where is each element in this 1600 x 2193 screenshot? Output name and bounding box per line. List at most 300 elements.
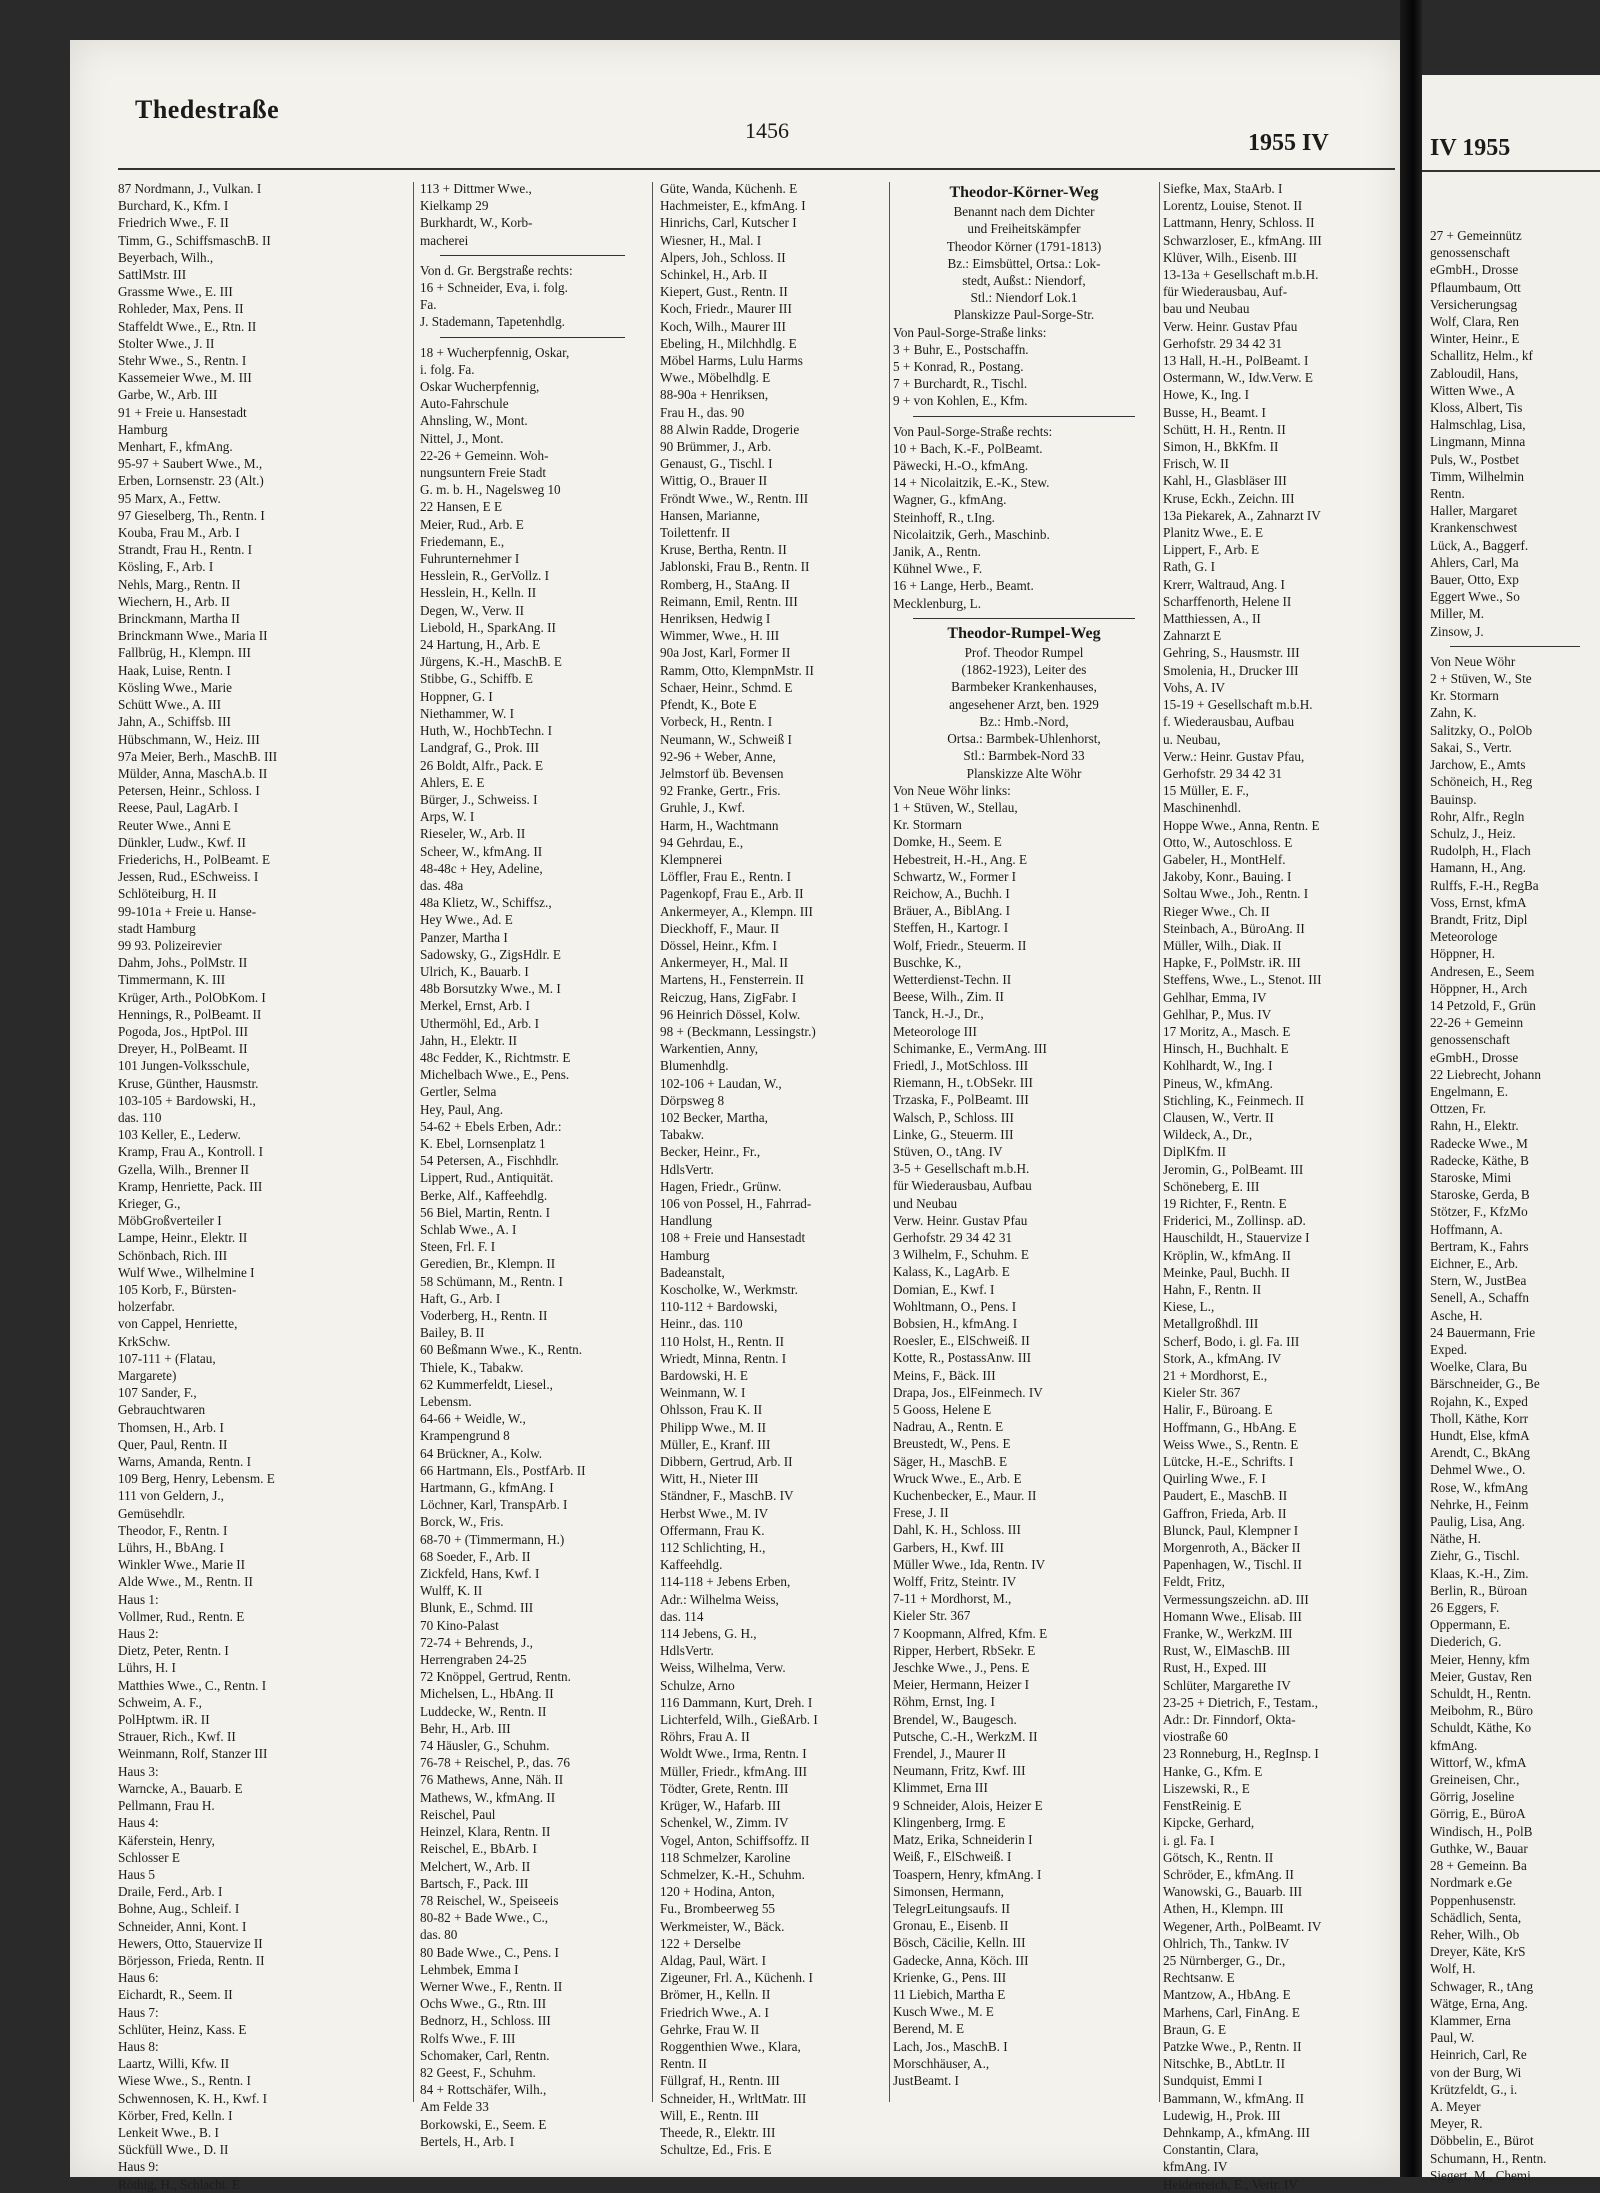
resident-entry: Winkler Wwe., Marie II [118,1557,246,1573]
resident-entry: Brandt, Fritz, Dipl [1430,911,1528,927]
resident-entry: Hamann, H., Ang. [1430,860,1526,876]
resident-entry: 103 Keller, E., Lederw. [118,1127,241,1143]
resident-entry: Toilettenfr. II [660,525,731,541]
resident-entry: Sundquist, Emmi I [1163,2073,1263,2089]
resident-entry: Zahn, K. [1430,705,1477,721]
resident-entry: Beyerbach, Wilh., [118,249,214,265]
resident-entry: Guthke, W., Bauar [1430,1840,1528,1856]
resident-entry: Verw. Heinr. Gustav Pfau [893,1212,1028,1228]
resident-entry: Maschinenhdl. [1163,800,1242,816]
resident-entry: Paul, W. [1430,2030,1475,2046]
resident-entry: Rojahn, K., Exped [1430,1393,1528,1409]
resident-entry: PolHptwm. iR. II [118,1712,210,1728]
resident-entry: 90 Brümmer, J., Arb. [660,439,772,455]
resident-entry: Schallitz, Helm., kf [1430,348,1533,364]
resident-entry: MöbGroßverteiler I [118,1213,222,1229]
resident-entry: Verw. Heinr. Gustav Pfau [1163,318,1298,334]
resident-entry: Rentn. II [660,2056,707,2072]
resident-entry: 97a Meier, Berh., MaschB. III [118,748,278,764]
resident-entry: Schumann, H., Rentn. [1430,2150,1547,2166]
resident-entry: JustBeamt. I [893,2072,959,2088]
resident-entry: Schönbach, Rich. III [118,1247,228,1263]
resident-entry: Zickfeld, Hans, Kwf. I [420,1566,540,1582]
resident-entry: Friederichs, H., PolBeamt. E [118,851,270,867]
resident-entry: Dreyer, Käte, KrS [1430,1944,1526,1960]
resident-entry: Löffler, Frau E., Rentn. I [660,869,792,885]
resident-entry: Staffeldt Wwe., E., Rtn. II [118,318,257,334]
resident-entry: Friedemann, E., [420,533,505,549]
resident-entry: Domian, E., Kwf. I [893,1281,995,1297]
resident-entry: Pflaumbaum, Ott [1430,279,1521,295]
resident-entry: Kouba, Frau M., Arb. I [118,525,240,541]
resident-entry: Von Paul-Sorge-Straße links: [893,324,1047,340]
street-description: Ortsa.: Barmbek-Uhlenhorst, [947,731,1101,747]
resident-entry: von der Burg, Wi [1430,2064,1522,2080]
resident-entry: 62 Kummerfeldt, Liesel., [420,1376,553,1392]
resident-entry: 24 Bauermann, Frie [1430,1324,1536,1340]
resident-entry: Schinkel, H., Arb. II [660,267,768,283]
resident-entry: Warncke, A., Bauarb. E [118,1780,243,1796]
resident-entry: Wolff, Fritz, Steintr. IV [893,1574,1017,1590]
resident-entry: Staroske, Gerda, B [1430,1187,1530,1203]
resident-entry: für Wiederausbau, Auf- [1163,284,1288,300]
resident-entry: Steffens, Wwe., L., Stenot. III [1163,972,1322,988]
resident-entry: Oskar Wucherpfennig, [420,379,540,395]
resident-entry: Jahn, H., Elektr. II [420,1032,518,1048]
resident-entry: Kröplin, W., kfmAng. II [1163,1247,1291,1263]
resident-entry: Matthiessen, A., II [1163,611,1261,627]
resident-entry: Herrengraben 24-25 [420,1652,527,1668]
resident-entry: 114-118 + Jebens Erben, [660,1574,791,1590]
column-divider [1159,182,1160,2102]
resident-entry: Harm, H., Wachtmann [660,817,779,833]
resident-entry: 110-112 + Bardowski, [660,1299,778,1315]
resident-entry: Hesslein, R., GerVollz. I [420,568,550,584]
resident-entry: 109 Berg, Henry, Lebensm. E [118,1471,275,1487]
resident-entry: Frau H., das. 90 [660,404,745,420]
resident-entry: 16 + Schneider, Eva, i. folg. [420,280,568,296]
resident-entry: Nehls, Marg., Rentn. II [118,576,241,592]
resident-entry: Kramp, Henriette, Pack. III [118,1178,263,1194]
resident-entry: Hewers, Otto, Stauervize II [118,1935,263,1951]
resident-entry: Ramm, Otto, KlempnMstr. II [660,662,814,678]
resident-entry: Kruse, Günther, Hausmstr. [118,1075,259,1091]
next-page-column [1430,227,1600,2183]
street-title: Thedestraße [135,95,280,124]
resident-entry: Schneider, Anni, Kont. I [118,1918,247,1934]
resident-entry: Riemann, H., t.ObSekr. III [893,1075,1033,1091]
resident-entry: Wittig, O., Brauer II [660,473,768,489]
resident-entry: Nicolaitzik, Gerh., Maschinb. [893,526,1050,542]
resident-entry: Hamburg [118,421,168,437]
resident-entry: Tanck, H.-J., Dr., [893,1006,984,1022]
resident-entry: Eggert Wwe., So [1430,589,1520,605]
resident-entry: Kaffeehdlg. [660,1557,723,1573]
street-description: und Freiheitskämpfer [967,221,1081,237]
resident-entry: Clausen, W., Vertr. II [1163,1109,1274,1125]
resident-entry: Gruhle, J., Kwf. [660,800,745,816]
column-2 [420,180,645,2149]
resident-entry: Adr.: Dr. Finndorf, Okta- [1163,1712,1296,1728]
resident-entry: Wimmer, Wwe., H. III [660,628,780,644]
resident-entry: 74 Häusler, G., Schuhm. [420,1738,550,1754]
resident-entry: 76-78 + Reischel, P., das. 76 [420,1755,570,1771]
column-divider [889,182,890,2102]
resident-entry: Päwecki, H.-O., kfmAng. [893,458,1029,474]
resident-entry: 9 + von Kohlen, E., Kfm. [893,393,1028,409]
resident-entry: Haus 1: [118,1591,159,1607]
resident-entry: Berend, M. E [893,2021,965,2037]
resident-entry: Lenkeit Wwe., B. I [118,2124,219,2140]
resident-entry: 97 Gieselberg, Th., Rentn. I [118,507,265,523]
resident-entry: Mecklenburg, L. [893,595,982,611]
resident-entry: Quirling Wwe., F. I [1163,1471,1266,1487]
resident-entry: Möbel Harms, Lulu Harms [660,353,803,369]
resident-entry: Von d. Gr. Bergstraße rechts: [420,262,573,278]
resident-entry: Burchard, K., Kfm. I [118,198,229,214]
resident-entry: Körber, Fred, Kelln. I [118,2107,233,2123]
resident-entry: Wiesner, H., Mal. I [660,232,762,248]
resident-entry: Werkmeister, W., Bäck. [660,1918,785,1934]
resident-entry: Rieger Wwe., Ch. II [1163,903,1270,919]
resident-entry: Ulrich, K., Bauarb. I [420,963,529,979]
resident-entry: 15-19 + Gesellschaft m.b.H. [1163,697,1313,713]
resident-entry: Brendel, W., Baugesch. [893,1711,1017,1727]
resident-entry: Borck, W., Fris. [420,1514,504,1530]
street-description: stedt, Außst.: Niendorf, [962,273,1086,289]
resident-entry: Bauer, Otto, Exp [1430,572,1519,588]
resident-entry: Kassemeier Wwe., M. III [118,370,252,386]
resident-entry: Dahl, K. H., Schloss. III [893,1522,1021,1538]
resident-entry: Putsche, C.-H., WerkzM. II [893,1728,1038,1744]
resident-entry: Lampe, Heinr., Elektr. II [118,1230,248,1246]
resident-entry: Krüger, W., Hafarb. III [660,1798,781,1814]
resident-entry: Wohltmann, O., Pens. I [893,1298,1017,1314]
resident-entry: 101 Jungen-Volksschule, [118,1058,250,1074]
resident-entry: Timm, Wilhelmin [1430,468,1524,484]
street-description: Prof. Theodor Rumpel [964,645,1084,661]
resident-entry: 54-62 + Ebels Erben, Adr.: [420,1118,562,1134]
resident-entry: Planitz Wwe., E. E [1163,525,1264,541]
resident-entry: Kohlhardt, W., Ing. I [1163,1058,1273,1074]
resident-entry: Hanke, G., Kfm. E [1163,1763,1263,1779]
resident-entry: 80-82 + Bade Wwe., C., [420,1910,549,1926]
resident-entry: Schlöteiburg, H. II [118,886,217,902]
resident-entry: Stolter Wwe., J. II [118,335,215,351]
resident-entry: Von Neue Wöhr [1430,653,1516,669]
column-3 [660,180,885,2158]
resident-entry: Offermann, Frau K. [660,1522,765,1538]
resident-entry: Andresen, E., Seem [1430,963,1535,979]
resident-entry: Lebensm. [420,1394,472,1410]
resident-entry: Margarete) [118,1368,177,1384]
resident-entry: Morgenroth, A., Bäcker II [1163,1540,1301,1556]
resident-entry: DiplKfm. II [1163,1144,1226,1160]
resident-entry: Scherf, Bodo, i. gl. Fa. III [1163,1333,1300,1349]
resident-entry: Panzer, Martha I [420,929,508,945]
resident-entry: Janik, A., Rentn. [893,544,981,560]
resident-entry: Meyer, R. [1430,2116,1483,2132]
resident-entry: 114 Jebens, G. H., [660,1626,757,1642]
resident-entry: Schlosser E [118,1849,180,1865]
resident-entry: Scharffenorth, Helene II [1163,593,1292,609]
resident-entry: Voderberg, H., Rentn. II [420,1308,548,1323]
resident-entry: Puls, W., Postbet [1430,451,1520,467]
resident-entry: Jarchow, E., Amts [1430,757,1526,773]
resident-entry: 108 + Freie und Hansestadt [660,1230,806,1246]
resident-entry: Feldt, Fritz, [1163,1574,1225,1590]
resident-entry: Hebestreit, H.-H., Ang. E [893,851,1028,867]
resident-entry: Bürger, J., Schweiss. I [420,791,538,807]
resident-entry: Soltau Wwe., Joh., Rentn. I [1163,886,1309,902]
resident-entry: Klempnerei [660,851,723,867]
resident-entry: Warns, Amanda, Rentn. I [118,1454,251,1470]
resident-entry: Gehring, S., Hausmstr. III [1163,645,1300,661]
resident-entry: Lippert, F., Arb. E [1163,542,1260,558]
resident-entry: Koscholke, W., Werkmstr. [660,1282,798,1297]
resident-entry: Näthe, H. [1430,1531,1481,1547]
resident-entry: Domke, H., Seem. E [893,834,1002,850]
resident-entry: Eichner, E., Arb. [1430,1255,1519,1271]
resident-entry: Niethammer, W. I [420,705,514,721]
street-description: Theodor Körner (1791-1813) [946,238,1102,254]
resident-entry: Rudolph, H., Flach [1430,843,1531,859]
resident-entry: Reischel, E., BbArb. I [420,1841,537,1857]
resident-entry: Halmschlag, Lisa, [1430,417,1526,433]
resident-entry: 72 Knöppel, Gertrud, Rentn. [420,1669,571,1685]
resident-entry: Winter, Heinr., E [1430,331,1520,347]
resident-entry: nungsuntern Freie Stadt [420,465,546,481]
resident-entry: Rohr, Alfr., Regln [1430,808,1525,824]
resident-entry: Schlab Wwe., A. I [420,1221,517,1237]
resident-entry: 28 + Gemeinn. Ba [1430,1858,1527,1874]
resident-entry: Walsch, P., Schloss. III [893,1109,1014,1125]
resident-entry: Schulz, J., Heiz. [1430,825,1516,841]
resident-entry: Bednorz, H., Schloss. III [420,2013,551,2029]
resident-entry: Ohlsson, Frau K. II [660,1402,763,1418]
resident-entry: FenstReinig. E [1163,1798,1242,1814]
resident-entry: Aldag, Paul, Wärt. I [660,1952,766,1968]
resident-entry: Wegener, Arth., PolBeamt. IV [1163,1918,1322,1934]
resident-entry: Gronau, E., Eisenb. II [893,1918,1009,1934]
resident-entry: 92-96 + Weber, Anne, [660,748,776,764]
resident-entry: Zahnarzt E [1163,628,1222,644]
resident-entry: Lück, A., Baggerf. [1430,537,1529,553]
resident-entry: Götsch, K., Rentn. II [1163,1849,1274,1865]
resident-entry: 96 Heinrich Dössel, Kolw. [660,1006,801,1022]
resident-entry: Tödter, Grete, Rentn. III [660,1780,789,1796]
resident-entry: 60 Beßmann Wwe., K., Rentn. [420,1342,583,1358]
resident-entry: Ludewig, H., Prok. III [1163,2107,1281,2123]
resident-entry: 1 + Stüven, W., Stellau, [893,799,1018,815]
resident-entry: Homann Wwe., Elisab. III [1163,1608,1302,1624]
resident-entry: Güte, Wanda, Küchenh. E [660,181,798,196]
resident-entry: Stork, A., kfmAng. IV [1163,1350,1282,1366]
resident-entry: Frese, J. II [893,1505,949,1521]
resident-entry: Werner Wwe., F., Rentn. II [420,1978,563,1994]
resident-entry: 105 Korb, F., Bürsten- [118,1282,237,1297]
resident-entry: Wolf, H. [1430,1961,1476,1977]
resident-entry: Wanowski, G., Bauarb. III [1163,1884,1303,1900]
resident-entry: Bärschneider, G., Be [1430,1376,1540,1392]
resident-entry: Matthies Wwe., C., Rentn. I [118,1677,267,1693]
resident-entry: 48b Borsutzky Wwe., M. I [420,981,561,997]
resident-entry: Kieler Str. 367 [1163,1385,1241,1401]
resident-entry: Hinrichs, Carl, Kutscher I [660,215,797,231]
resident-entry: Rechtsanw. E [1163,1970,1235,1986]
resident-entry: Haus 4: [118,1815,159,1831]
resident-entry: 18 + Wucherpfennig, Oskar, [420,344,570,360]
resident-entry: Petersen, Heinr., Schloss. I [118,783,260,799]
resident-entry: Toaspern, Henry, kfmAng. I [893,1866,1042,1882]
resident-entry: 110 Holst, H., Rentn. II [660,1333,785,1349]
resident-entry: Friedrich Wwe., F. II [118,215,229,231]
resident-entry: Haus 9: [118,2159,159,2175]
resident-entry: Exped. [1430,1342,1467,1357]
resident-entry: Lehmbek, Emma I [420,1961,519,1977]
resident-entry: Füllgraf, H., Rentn. III [660,2073,780,2089]
resident-entry: Tholl, Käthe, Korr [1430,1410,1529,1426]
resident-entry: Buschke, K., [893,954,962,970]
resident-entry: Paulig, Lisa, Ang. [1430,1514,1525,1530]
resident-entry: Dehnkamp, A., kfmAng. III [1163,2124,1310,2140]
resident-entry: i. folg. Fa. [420,361,475,377]
resident-entry: 106 von Possel, H., Fahrrad- [660,1195,812,1211]
resident-entry: Bobsien, H., kfmAng. I [893,1316,1018,1331]
resident-entry: Görrig, Joseline [1430,1789,1515,1805]
resident-entry: Hansen, Marianne, [660,507,760,523]
resident-entry: Höppner, H. [1430,946,1496,962]
resident-entry: Witt, H., Nieter III [660,1471,759,1487]
resident-entry: Kiese, L., [1163,1299,1215,1315]
resident-entry: Hagen, Friedr., Grünw. [660,1178,782,1194]
resident-entry: Hamburg [660,1247,710,1263]
street-description: Barmbeker Krankenhauses, [951,679,1097,695]
resident-entry: Liszewski, R., E [1163,1780,1250,1796]
resident-entry: Arendt, C., BkAng [1430,1445,1531,1461]
resident-entry: Smolenia, H., Drucker III [1163,662,1299,678]
resident-entry: Schwager, R., tAng [1430,1978,1534,1994]
resident-entry: Haft, G., Arb. I [420,1290,501,1306]
resident-entry: Krankenschwest [1430,520,1518,536]
resident-entry: Kloss, Albert, Tis [1430,400,1523,416]
resident-entry: Hesslein, H., Kelln. II [420,585,537,601]
resident-entry: Röhm, Ernst, Ing. I [893,1694,995,1710]
resident-entry: Versicherungsag [1430,296,1518,312]
resident-entry: Schulze, Arno [660,1677,735,1693]
resident-entry: 5 Gooss, Helene E [893,1402,992,1418]
resident-entry: Hachmeister, E., kfmAng. I [660,198,806,214]
resident-entry: 13-13a + Gesellschaft m.b.H. [1163,267,1319,283]
resident-entry: 70 Kino-Palast [420,1617,499,1633]
resident-entry: Pfendt, K., Bote E [660,697,757,713]
resident-entry: Schwartz, W., Former I [893,868,1017,884]
resident-entry: Vogel, Anton, Schiffsoffz. II [660,1832,810,1848]
resident-entry: Wittorf, W., kfmA [1430,1754,1527,1770]
resident-entry: Borkowski, E., Seem. E [420,2116,547,2132]
resident-entry: i. gl. Fa. I [1163,1832,1215,1848]
street-description: Planskizze Paul-Sorge-Str. [953,307,1095,323]
resident-entry: Bauinsp. [1430,791,1477,807]
resident-entry: Stibbe, G., Schiffb. E [420,671,533,687]
separator-rule [440,337,625,338]
resident-entry: Gerhofstr. 29 34 42 31 [1163,335,1283,351]
resident-entry: Friderici, M., Zollinsp. aD. [1163,1213,1306,1229]
resident-entry: Koch, Friedr., Maurer III [660,301,792,317]
resident-entry: Simon, H., BkKfm. II [1163,439,1279,455]
resident-entry: 54 Petersen, A., Fischhdlr. [420,1153,559,1169]
resident-entry: 118 Schmelzer, Karoline [660,1849,791,1865]
resident-entry: Dehmel Wwe., O. [1430,1462,1526,1478]
resident-entry: Kotte, R., PostassAnw. III [893,1350,1031,1366]
resident-entry: eGmbH., Drosse [1430,262,1519,278]
resident-entry: Krützfeldt, G., i. [1430,2081,1518,2097]
resident-entry: Fröndt Wwe., W., Rentn. III [660,490,809,506]
resident-entry: Jakoby, Konr., Bauing. I [1163,869,1292,885]
resident-entry: Kiepert, Gust., Rentn. II [660,284,788,300]
resident-entry: Dörpsweg 8 [660,1092,725,1108]
resident-entry: Luddecke, W., Rentn. II [420,1703,547,1719]
resident-entry: Jeschke Wwe., J., Pens. E [893,1660,1030,1676]
resident-entry: Adr.: Wilhelma Weiss, [660,1591,779,1607]
resident-entry: Ahnsling, W., Mont. [420,413,528,429]
resident-entry: Weiß, F., ElSchweiß. I [893,1849,1012,1865]
resident-entry: Schädlich, Senta, [1430,1909,1522,1925]
resident-entry: das. 80 [420,1927,458,1943]
resident-entry: Hoffmann, A. [1430,1221,1503,1237]
resident-entry: Gaffron, Frieda, Arb. II [1163,1505,1287,1521]
resident-entry: Drapa, Jos., ElFeinmech. IV [893,1384,1043,1400]
resident-entry: 84 + Rottschäfer, Wilh., [420,2082,547,2098]
resident-entry: Hartmann, G., kfmAng. I [420,1480,554,1496]
resident-entry: Hahn, F., Rentn. II [1163,1282,1262,1297]
resident-entry: 88-90a + Henriksen, [660,387,769,403]
resident-entry: Kösling, F., Arb. I [118,559,214,575]
resident-entry: Marhens, Carl, FinAng. E [1163,2004,1300,2020]
resident-entry: genossenschaft [1430,245,1510,261]
resident-entry: Bardowski, H. E [660,1368,748,1384]
resident-entry: Steinhoff, R., t.Ing. [893,509,995,525]
resident-entry: genossenschaft [1430,1032,1510,1048]
resident-entry: Wulff, K. II [420,1583,483,1599]
resident-entry: macherei [420,232,469,248]
resident-entry: TelegrLeitungsaufs. II [893,1900,1010,1916]
resident-entry: 16 + Lange, Herb., Beamt. [893,578,1034,594]
resident-entry: 7 + Burchardt, R., Tischl. [893,376,1028,392]
resident-entry: Witten Wwe., A [1430,382,1515,398]
resident-entry: Rieseler, W., Arb. II [420,826,526,842]
resident-entry: Eichardt, R., Seem. II [118,1987,233,2003]
resident-entry: Gemüsehdlr. [118,1505,186,1521]
resident-entry: Simonsen, Hermann, [893,1883,1004,1899]
resident-entry: Poppenhusenstr. [1430,1892,1517,1908]
resident-entry: 92 Franke, Gertr., Fris. [660,783,781,799]
resident-entry: Bailey, B. II [420,1325,485,1341]
resident-entry: 17 Moritz, A., Masch. E [1163,1023,1291,1039]
resident-entry: 22-26 + Gemeinn. Woh- [420,447,549,463]
street-description: Stl.: Niendorf Lok.1 [970,290,1078,306]
resident-entry: Kruse, Eckh., Zeichn. III [1163,490,1295,506]
resident-entry: Wätge, Erna, Ang. [1430,1995,1528,2011]
resident-entry: Radecke, Käthe, B [1430,1152,1529,1168]
resident-entry: Ahlers, E. E [420,774,485,790]
resident-entry: Hennings, R., PolBeamt. II [118,1006,262,1022]
resident-entry: 111 von Geldern, J., [118,1488,224,1504]
resident-entry: Lorentz, Louise, Stenot. II [1163,198,1303,214]
resident-entry: Hundt, Else, kfmA [1430,1428,1530,1444]
resident-entry: Weiss, Wilhelma, Verw. [660,1660,786,1676]
resident-entry: Grassme Wwe., E. III [118,284,233,300]
